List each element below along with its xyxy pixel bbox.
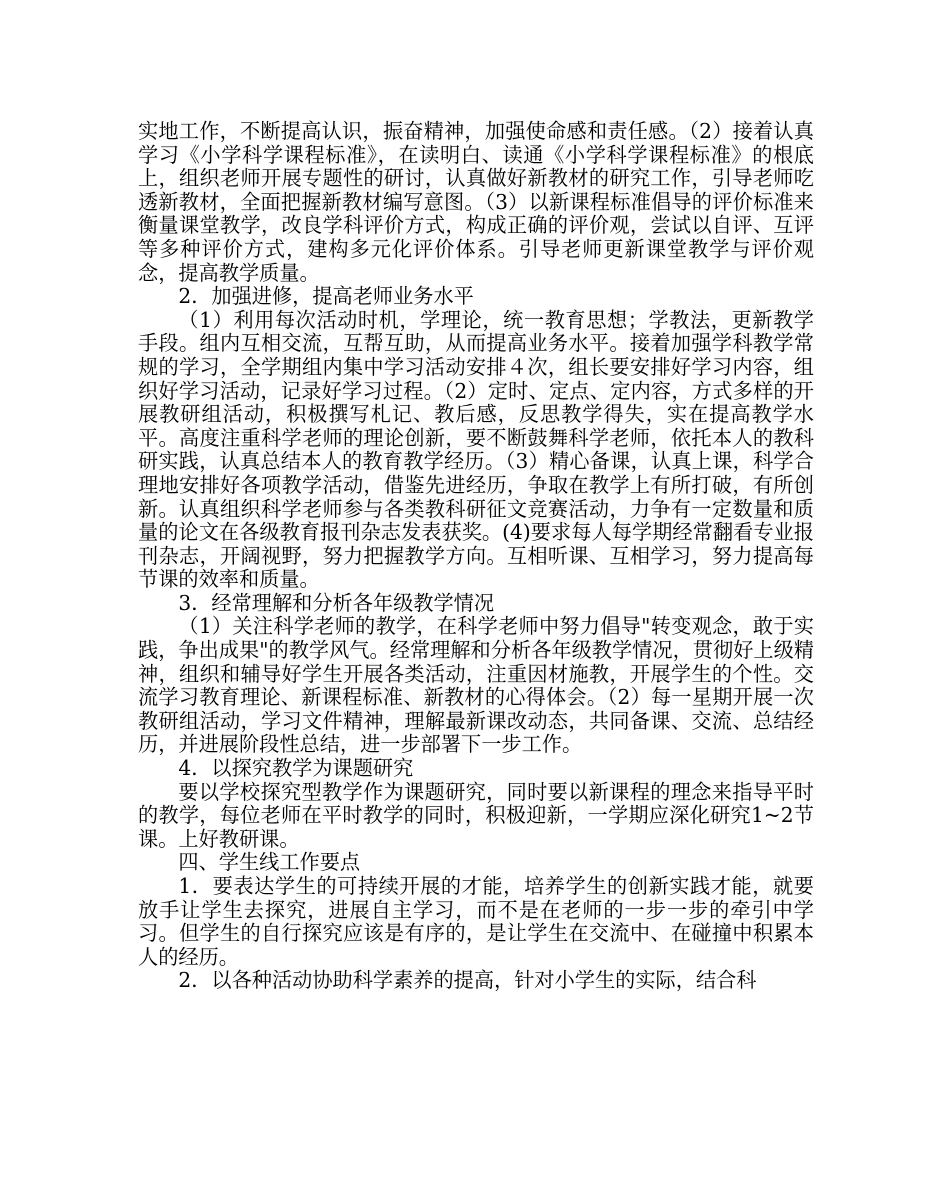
paragraph-4: 要以学校探究型教学作为课题研究，同时要以新课程的理念来指导平时的教学，每位老师在平时教学的同时，积极迎新，一学期应深化研究1~2节课。上好教研课。 — [138, 779, 814, 851]
paragraph-2: （1）利用每次活动时机，学理论，统一教育思想；学教法，更新教学手段。组内互相交流，互帮互助，从而提高业务水平。接着加强学科教学常规的学习，全学期组内集中学习活动安排４次，组长要安排好学习内容，组织好学习活动，记录好学习过程。（2）定时、定点、定内容，方式多样的开展教研组活动，积极撰写札记、教后感，反思教学得失，实在提高教学水平。高度注重科学老师的理论创新，要不断鼓舞科学老师，依托本人的教科研实践，认真总结本人的教育教学经历。（3）精心备课，认真上课，科学合理地安排好各项教学活动，借鉴先进经历，争取在教学上有所打破，有所创新。认真组织科学老师参与各类教科研征文竞赛活动，力争有一定数量和质量的论文在各级教育报刊杂志发表获奖。(4)要求每人每学期经常翻看专业报刊杂志，开阔视野，努力把握教学方向。互相听课、互相学习，努力提高每节课的效率和质量。 — [138, 307, 814, 592]
paragraph-5: 1．要表达学生的可持续开展的才能，培养学生的创新实践才能，就要放手让学生去探究，进展自主学习，而不是在老师的一步一步的牵引中学习。但学生的自行探究应该是有序的，是让学生在交流中、在碰撞中积累本人的经历。 — [138, 874, 814, 969]
paragraph-6: 2．以各种活动协助科学素养的提高，针对小学生的实际，结合科 — [178, 968, 757, 993]
heading-2: 2．加强进修，提高老师业务水平 — [178, 284, 474, 309]
document-page — [138, 120, 814, 993]
section-heading-4: 四、学生线工作要点 — [178, 850, 361, 875]
heading-3: 3．经常理解和分析各年级教学情况 — [178, 590, 495, 615]
heading-4: 4．以探究教学为课题研究 — [178, 756, 414, 781]
paragraph-1: 实地工作，不断提高认识，振奋精神，加强使命感和责任感。（2）接着认真学习《小学科学课程标准》，在读明白、读通《小学科学课程标准》的根底上，组织老师开展专题性的研讨，认真做好新教材的研究工作，引导老师吃透新教材，全面把握新教材编写意图。（3）以新课程标准倡导的评价标准来衡量课堂教学，改良学科评价方式，构成正确的评价观，尝试以自评、互评等多种评价方式，建构多元化评价体系。引导老师更新课堂教学与评价观念，提高教学质量。 — [138, 119, 814, 285]
paragraph-3: （1）关注科学老师的教学，在科学老师中努力倡导"转变观念，敢于实践，争出成果"的教学风气。经常理解和分析各年级教学情况，贯彻好上级精神，组织和辅导好学生开展各类活动，注重因材施教，开展学生的个性。交流学习教育理论、新课程标准、新教材的心得体会。（2）每一星期开展一次教研组活动，学习文件精神，理解最新课改动态，共同备课、交流、总结经历，并进展阶段性总结，进一步部署下一步工作。 — [138, 614, 814, 757]
